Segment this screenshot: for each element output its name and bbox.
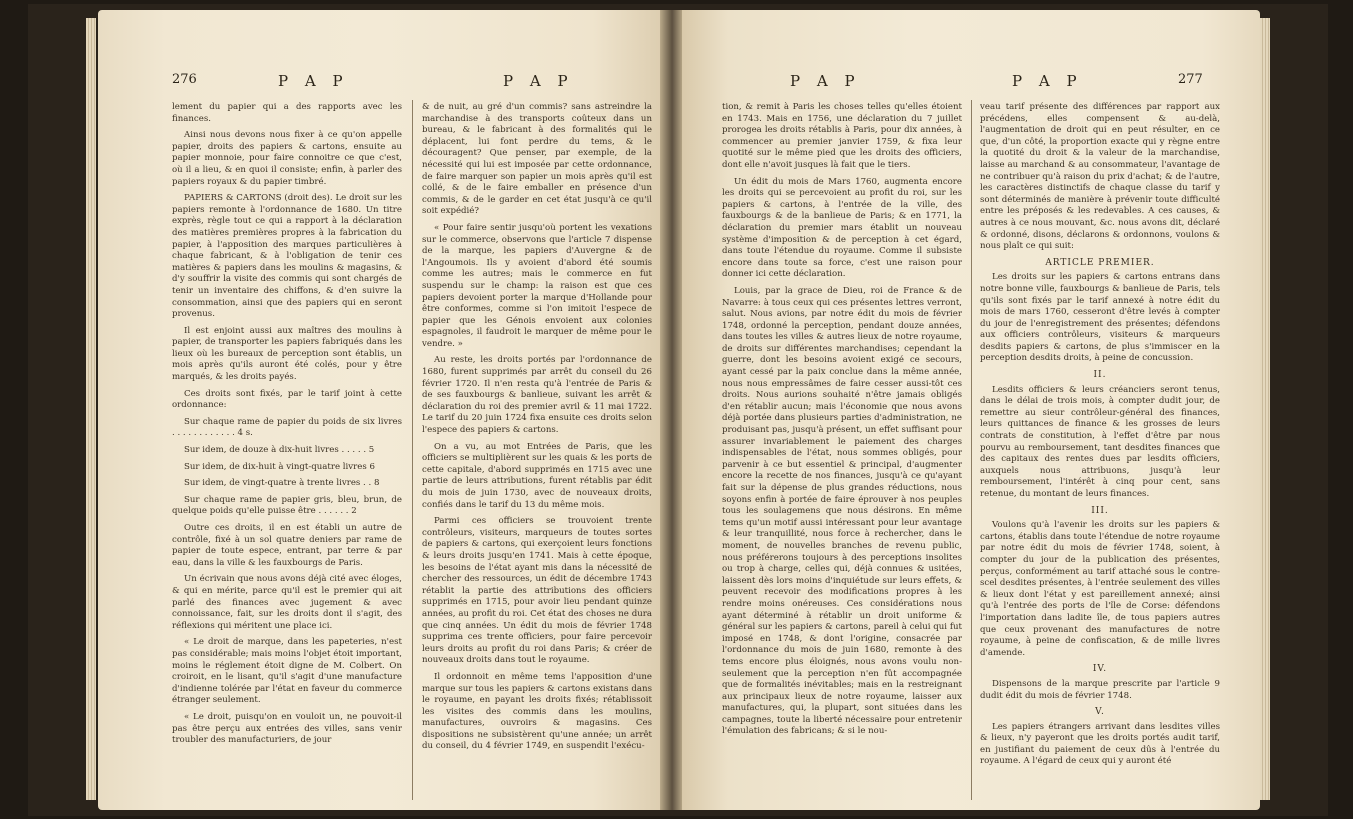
paragraph: Un écrivain que nous avons déjà cité avec éloges, & qui en mérite, parce qu'il est le premier qui ait parlé des finances avec jugement & avec connoissance, fait, sur les droits dont il s'agit, des réflexions qui méritent une place ici.: [172, 574, 402, 631]
article-heading: II.: [1093, 370, 1107, 381]
paragraph: On a vu, au mot Entrées de Paris, que les officiers se multiplièrent sur les quais & les ports de cette capitale, d'abord supprimés en 1715 avec une partie de leurs attributions, furent rétablis par édit du mois de juin 1730, avec de nouveaux droits, confiés dans le tarif du 13 du même mois.: [422, 441, 652, 510]
quotation: « Le droit, puisqu'on en vouloit un, ne pouvoit-il pas être perçu aux entrées des villes, sans venir troubler des manufacturiers, de jour: [172, 711, 402, 746]
quotation: « Pour faire sentir jusqu'où portent les vexations sur le commerce, observons que l'article 7 dispense de la marque, les papiers d'Auvergne & de l'Angoumois. Ils y avoient d'abord été soumis comme les autres; mais le commerce en fut suspendu sur le champ: la raison est que ces papiers devoient porter la marque d'Hollande pour être conformes, comme si l'on imitoit l'espece de papier que les Génois envoient aux colonies espagnoles, il faudroit le marquer de même pour le vendre. »: [422, 222, 652, 349]
paragraph: Au reste, les droits portés par l'ordonnance de 1680, furent supprimés par arrêt du conseil du 26 février 1720. Il n'en resta qu'à l'entrée de Paris & de ses fauxbourgs & banlieue, suivant les arrêt & déclaration du roi des premier avril & 11 mai 1722. Le tarif du 20 juin 1724 fixa ensuite ces droits selon l'espece des papiers & cartons.: [422, 355, 652, 436]
paragraph: Il ordonnoit en même tems l'apposition d'une marque sur tous les papiers & cartons existans dans le royaume, en payant les droits fixés; rétablissoit les visites des commis dans les moulins, manufactures, ouvroirs & magasins. Ces dispositions ne subsistèrent qu'une année; un arrêt du conseil, du 4 février 1749, en suspendit l'exécu-: [422, 671, 652, 752]
left-page: [98, 10, 660, 810]
paragraph: Un édit du mois de Mars 1760, augmenta encore les droits qui se percevoient au profit du roi, sur les papiers & cartons, à l'entrée de la ville, des fauxbourgs & de la banlieue de Paris; & en 1771, la déclaration du premier mars établit un nouveau système d'imposition & de perception à cet égard, dans toute l'étendue du royaume. Comme il subsiste encore dans toute sa force, c'est une raison pour donner ici cette déclaration.: [722, 176, 962, 280]
quotation: « Le droit de marque, dans les papeteries, n'est pas considérable; mais moins l'objet étoit important, moins le réglement étoit digne de M. Colbert. On croiroit, en le lisant, qu'il s'agit d'une manufacture d'indienne tolérée par l'état en faveur du commerce étranger seulement.: [172, 637, 402, 706]
book-gutter: [660, 10, 682, 810]
right-page-number: 277: [1178, 72, 1203, 87]
paragraph: Ces droits sont fixés, par le tarif joint à cette ordonnance:: [172, 388, 402, 411]
page-edges-left: [86, 18, 96, 800]
article-heading: ARTICLE PREMIER.: [1045, 257, 1155, 268]
right-column-2: [980, 102, 1220, 773]
paragraph: tion, & remit à Paris les choses telles qu'elles étoient en 1743. Mais en 1756, une déclaration du 7 juillet prorogea les droits rétablis à Paris, pour dix années, à commencer au premier janvier 1759, & fixa leur quotité sur le même pied que les droits des officiers, dont elle n'avoit jusques là fait que le tiers.: [722, 102, 962, 170]
column-rule: [412, 100, 413, 800]
tariff-line: Sur chaque rame de papier du poids de six livres . . . . . . . . . . . . 4 s.: [172, 416, 402, 439]
tariff-line: Sur chaque rame de papier gris, bleu, brun, de quelque poids qu'elle puisse être . . . . . . 2: [172, 494, 402, 517]
article-heading: III.: [1091, 505, 1109, 516]
paragraph: Parmi ces officiers se trouvoient trente contrôleurs, visiteurs, marqueurs de toutes sortes de papiers & cartons, qui exerçoient leurs fonctions & leurs droits jusqu'en 1741. Mais à cette époque, les besoins de l'état ayant mis dans la nécessité de chercher des ressources, un édit de décembre 1743 rétablit la partie des attributions des officiers supprimés en 1715, pour avoir lieu pendant quinze années, au profit du roi. Cet état des choses ne dura que cinq années. Un édit du mois de février 1748 supprima ces trente officiers, pour faire percevoir leurs droits au profit du roi dans Paris; & créer de nouveaux droits dans tout le royaume.: [422, 516, 652, 666]
tariff-line: Sur idem, de douze à dix-huit livres . . . . . 5: [184, 445, 375, 456]
paragraph: Les droits sur les papiers & cartons entrans dans notre bonne ville, fauxbourgs & banlieue de Paris, tels qu'ils sont fixés par le tarif annexé à notre édit du mois de mars 1760, cesseront d'être levés à compter du jour de l'enregistrement des présentes; défendons aux officiers contrôleurs, visiteurs & marqueurs desdits papiers & cartons, de plus s'immiscer en la perception desdits droits, à peine de concussion.: [980, 272, 1220, 364]
paragraph: Dispensons de la marque prescrite par l'article 9 dudit édit du mois de février 1748.: [980, 678, 1220, 701]
left-page-number: 276: [172, 72, 197, 87]
paragraph: PAPIERS & CARTONS (droit des). Le droit sur les papiers remonte à l'ordonnance de 1680. Un titre exprès, règle tout ce qui a rapport à la déclaration des matières premières propres à la fabrication du papier, à l'apposition des marques particulières à chaque fabricant, & à l'obligation de tenir ces matières & papiers dans les moulins & magasins, & d'y souffrir la visite des commis qui sont chargés de tenir un inventaire des chiffons, & d'en suivre la consommation, ainsi que des papiers qui en seront provenus.: [172, 193, 402, 320]
left-column-2: [422, 102, 652, 758]
left-running-title-1: P A P: [278, 72, 349, 90]
right-running-title-1: P A P: [790, 72, 861, 90]
paragraph: lement du papier qui a des rapports avec les finances.: [172, 102, 402, 124]
paragraph: Voulons qu'à l'avenir les droits sur les papiers & cartons, établis dans toute l'étendue de notre royaume par notre édit du mois de février 1748, soient, à compter du jour de la publication des présentes, perçus, conformément au tarif attaché sous le contre-scel desdites présentes, à l'entrée seulement des villes & lieux dont l'état y est pareillement annexé; ainsi qu'à l'entrée des ports de l'île de Corse: défendons l'importation dans ladite île, de tous papiers autres que ceux provenant des manufactures de notre royaume, à peine de confiscation, & de mille livres d'amende.: [980, 520, 1220, 658]
left-column-1: [172, 102, 402, 752]
tariff-line: Sur idem, de dix-huit à vingt-quatre livres 6: [184, 461, 375, 472]
paragraph: Louis, par la grace de Dieu, roi de France & de Navarre: à tous ceux qui ces présentes lettres verront, salut. Nous avions, par notre édit du mois de février 1748, ordonné la perception, pendant douze années, dans toutes les villes & autres lieux de notre royaume, de droits sur différentes marchandises; cependant la guerre, dont les besoins avoient exigé ce secours, ayant cessé par la paix conclue dans la même année, nous nous empressâmes de faire cesser aussi-tôt ces droits. Nous aurions souhaité n'être jamais obligés d'en rétablir aucun; mais l'économie que nous avons déjà portée dans plusieurs parties d'administration, ne produisant pas, jusqu'à présent, un effet suffisant pour assurer invariablement le paiement des charges indispensables de l'état, nous sommes obligés, pour parvenir à ce but essentiel & principal, d'augmenter encore la recette de nos finances, jusqu'à ce qu'ayant fait sur la dépense de plus grandes réductions, nous soyons enfin à portée de faire éprouver à nos peuples tous les soulagemens que nous désirons. En même tems qu'un motif aussi intéressant pour leur avantage & leur tranquillité, nous force à rechercher, dans le moment, de nouvelles branches de revenu public, nous préférerons toujours à des perceptions insolites ou trop à charge, celles qui, déjà connues & usitées, laissent dès lors moins d'inquiétude sur leurs effets, & peuvent recevoir des modifications propres à les rendre moins onéreuses. Ces considérations nous ayant déterminé à rétablir un droit uniforme & général sur les papiers & cartons, pareil à celui qui fut imposé en 1748, & dont l'origine, consacrée par l'ordonnance du mois de juin 1680, remonte à des tems encore plus éloignés, nous avons voulu non-seulement que la perception n'en fût accompagnée que de formalités inévitables; mais en la restreignant aux principaux lieux de notre royaume, laisser aux manufactures, qui, la plupart, sont situées dans les campagnes, toute la liberté nécessaire pour entretenir l'émulation des fabricans; & si le nou-: [722, 285, 962, 737]
right-column-1: [722, 102, 962, 743]
tariff-line: Sur idem, de vingt-quatre à trente livres . . 8: [184, 478, 380, 489]
right-running-title-2: P A P: [1012, 72, 1083, 90]
paragraph: Il est enjoint aussi aux maîtres des moulins à papier, de transporter les papiers fabriqués dans les lieux où les bureaux de perception sont établis, un mois après qu'ils auront été colés, pour y être marqués, & les droits payés.: [172, 325, 402, 383]
paragraph: Lesdits officiers & leurs créanciers seront tenus, dans le délai de trois mois, à compter dudit jour, de remettre au sieur contrôleur-général des finances, leurs quittances de finance & les grosses de leurs contrats de constitution, à l'effet d'être par nous pourvu au remboursement, tant desdites finances que des capitaux des rentes dues par lesdits officiers, auxquels nous attribuons, jusqu'à leur remboursement, l'intérêt à cinq pour cent, sans retenue, du montant de leurs finances.: [980, 384, 1220, 499]
quotation: & de nuit, au gré d'un commis? sans astreindre la marchandise à des transports coûteux dans un bureau, & le fabricant à des formalités qui le déplacent, lui font perdre du tems, & le découragent? Que penser, par exemple, de la nécessité qui lui est imposée par cette ordonnance, de faire marquer son papier un mois après qu'il est collé, & de le faire emballer en présence d'un commis, & de le garder en cet état jusqu'à ce qu'il soit expédié?: [422, 102, 652, 217]
page-edges-right: [1260, 18, 1270, 800]
article-heading: V.: [1095, 707, 1105, 718]
column-rule: [971, 100, 972, 800]
right-page: [682, 10, 1260, 810]
left-running-title-2: P A P: [503, 72, 574, 90]
paragraph: Ainsi nous devons nous fixer à ce qu'on appelle papier, droits des papiers & cartons, ensuite au papier monnoie, pour faire connoitre ce que c'est, où il a lieu, & en quoi il consiste; enfin, à parler des papiers royaux & du papier timbré.: [172, 130, 402, 187]
paragraph: Les papiers étrangers arrivant dans lesdites villes & lieux, n'y payeront que les droits portés audit tarif, en justifiant du paiement de ceux dûs à l'entrée du royaume. A l'égard de ceux qui y auront été: [980, 721, 1220, 767]
paragraph: Outre ces droits, il en est établi un autre de contrôle, fixé à un sol quatre deniers par rame de papier de toute espece, entrant, par terre & par eau, dans la ville & les fauxbourgs de Paris.: [172, 523, 402, 568]
article-heading: IV.: [1092, 664, 1108, 675]
paragraph: veau tarif présente des différences par rapport aux précédens, elles compensent & au-delà, l'augmentation de droit qui en peut résulter, en ce que, d'un côté, la proportion exacte qui y règne entre la quotité du droit & la valeur de la marchandise, laisse au marchand & au consommateur, l'avantage de ne contribuer qu'à raison du prix d'achat; & de l'autre, les caractères distinctifs de chaque classe du tarif y sont déterminés de manière à prévenir toute difficulté entre les préposés & les redevables. A ces causes, & autres à ce nous mouvant, &c. nous avons dit, déclaré & ordonné, disons, déclarons & ordonnons, voulons & nous plaît ce qui suit:: [980, 102, 1220, 252]
